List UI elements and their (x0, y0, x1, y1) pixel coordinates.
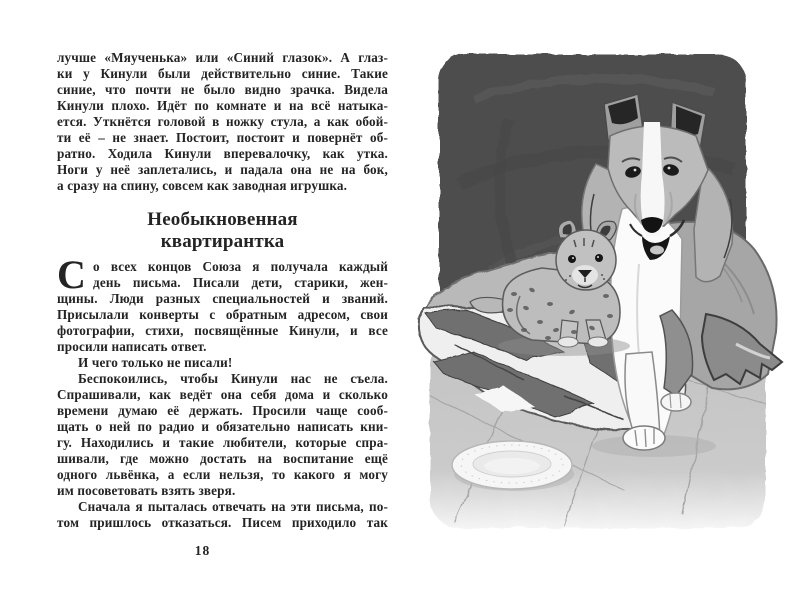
page-number: 18 (194, 543, 211, 558)
text-line: щины. Люди разных специальностей и званий. (57, 291, 388, 306)
text-line: Спрашивали, как ведёт она себя дома и сколько (57, 387, 388, 402)
text-line: Кинули плохо. Идёт по комнате и на всё натыка- (57, 98, 388, 113)
text-line: ти её – не знает. Постоит, постоит и повернёт об- (57, 130, 388, 145)
left-page-text-column (57, 50, 388, 531)
cub-head (556, 220, 616, 290)
text-line: день письма. Писали дети, старики, жен- (93, 275, 388, 290)
plate-figure (452, 441, 574, 491)
text-line: им посоветовать взять зверя. (57, 483, 236, 498)
text-line: одного львёнка, а если нельзя, то какого я могу (57, 467, 388, 482)
chapter-heading (57, 209, 388, 252)
text-line: синие, что почти не было видно зрачка. Видела (57, 82, 388, 97)
text-line: а сразу на спину, совсем как заводная игрушка. (57, 178, 348, 193)
text-line: том пришлось отказаться. Писем приходило так (57, 515, 388, 530)
text-line: времени думаю её держать. Просили чаще сооб- (57, 403, 388, 418)
text-line: шивали, где можно достать на воспитание ещё (57, 451, 388, 466)
text-line: просили написать ответ. (57, 339, 207, 354)
text-line: гу. Находились и такие любители, которые спра- (57, 435, 388, 450)
text-line: щать о ней по радио и обязательно написать кни- (57, 419, 388, 434)
drop-cap: С (57, 252, 87, 297)
illustration-collie-and-cub (414, 44, 786, 549)
text-line: Беспокоились, чтобы Кинули нас не съела. (78, 371, 388, 386)
chapter-heading-line: Необыкновенная (147, 209, 298, 230)
text-line: И чего только не писали! (78, 355, 233, 370)
paragraph-dropcap (57, 252, 388, 355)
paragraph (57, 355, 388, 371)
paragraph (57, 371, 388, 499)
text-line: ки у Кинули были действительно синие. Такие (57, 66, 388, 81)
text-line: Присылали конверты с обратным адресом, свои (57, 307, 388, 322)
text-line: Ноги у неё заплетались, и падала она не на бок, (57, 162, 388, 177)
paragraph (57, 499, 388, 531)
text-line: о всех концов Союза я получала каждый (93, 259, 388, 274)
text-line: Сначала я пыталась отвечать на эти письма, по- (78, 499, 388, 514)
text-line: лучше «Мяученька» или «Синий глазок». А глаз- (57, 50, 388, 65)
text-line: ется. Уткнётся головой в ножку стула, а как обой- (57, 114, 388, 129)
text-line: ратно. Ходила Кинули вперевалочку, как утка. (57, 146, 388, 161)
text-line: фотографии, стихи, посвящённые Кинули, и все (57, 323, 388, 338)
paragraph-continued (57, 50, 388, 194)
chapter-heading-line: квартирантка (160, 230, 285, 252)
